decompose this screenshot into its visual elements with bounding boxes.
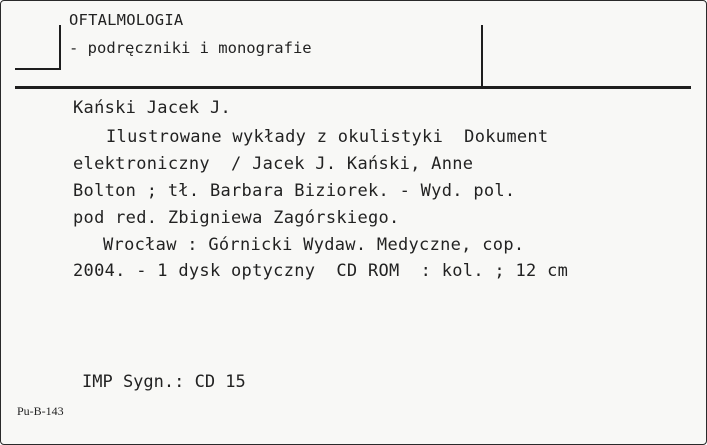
description-line: Bolton ; tł. Barbara Biziorek. - Wyd. pol.: [73, 181, 516, 201]
description-line: Ilustrowane wykłady z okulistyki Dokument: [106, 127, 549, 147]
subject-subheading: - podręczniki i monografie: [69, 39, 312, 57]
description-line: elektroniczny / Jacek J. Kański, Anne: [73, 154, 474, 174]
call-number: IMP Sygn.: CD 15: [82, 372, 246, 392]
publication-line: 2004. - 1 dysk optyczny CD ROM : kol. ; 12 cm: [73, 261, 569, 281]
header-divider-left: [59, 25, 61, 70]
subject-heading: OFTALMOLOGIA: [69, 11, 184, 29]
description-line: pod red. Zbigniewa Zagórskiego.: [73, 208, 400, 228]
main-rule: [15, 86, 691, 89]
library-stamp: Pu-B-143: [17, 404, 64, 418]
header-rule-left: [15, 68, 61, 70]
author-heading: Kański Jacek J.: [73, 98, 232, 118]
header-divider-right: [481, 25, 483, 87]
publication-line: Wrocław : Górnicki Wydaw. Medyczne, cop.: [103, 235, 525, 255]
